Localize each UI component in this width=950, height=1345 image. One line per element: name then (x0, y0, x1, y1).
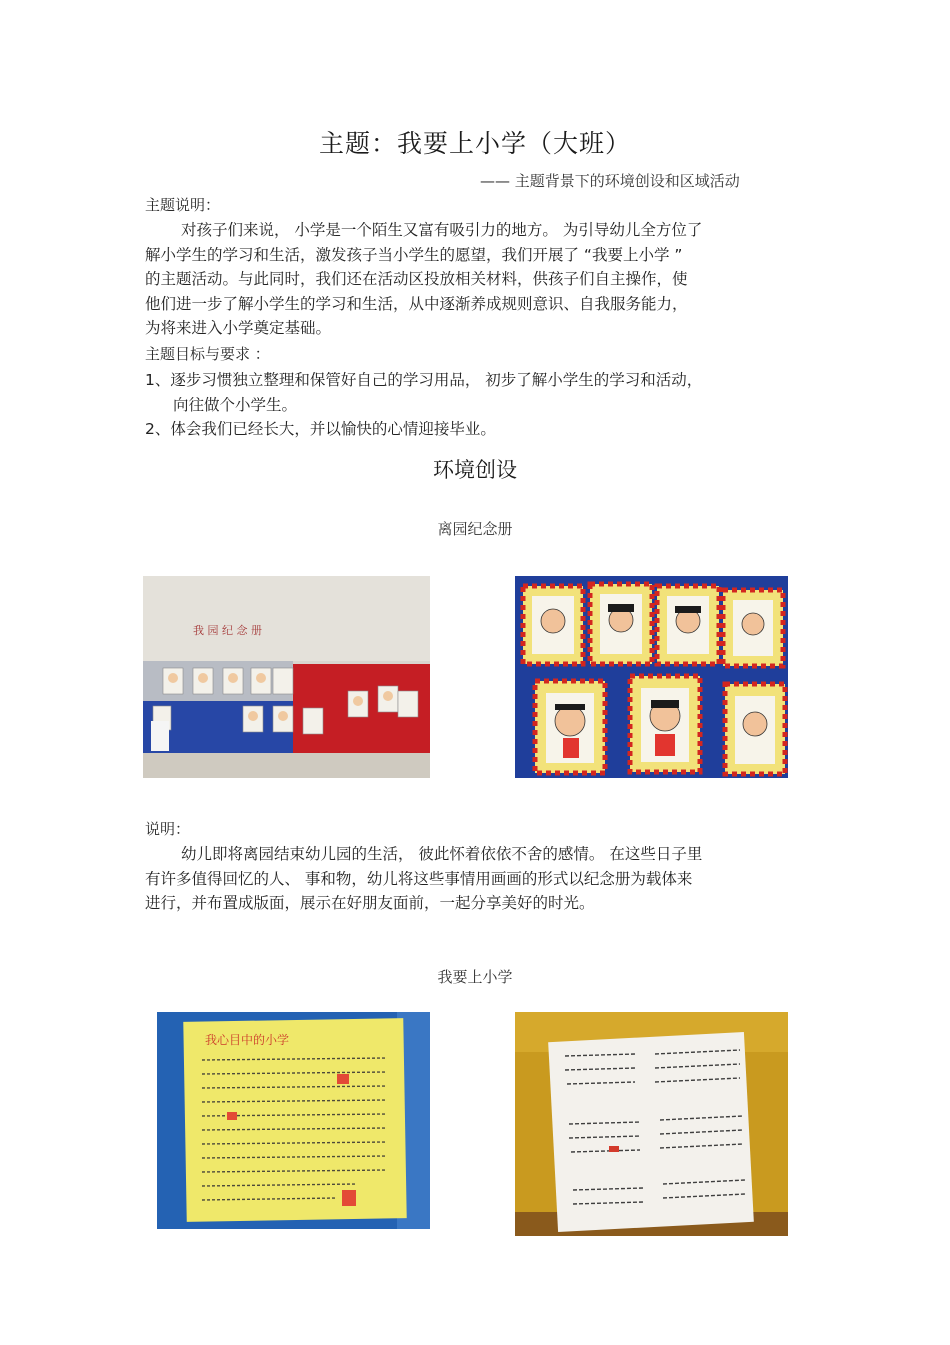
photo-school-notes (515, 1012, 788, 1236)
intro-line: 他们进一步了解小学生的学习和生活，从中逐渐养成规则意识、自我服务能力， (145, 294, 688, 313)
explain-line: 有许多值得回忆的人、 事和物，幼儿将这些事情用画画的形式以纪念册为载体来 (145, 869, 693, 888)
caption-memory-book: 离园纪念册 (437, 520, 513, 538)
intro-line: 对孩子们来说， 小学是一个陌生又富有吸引力的地方。 为引导幼儿全方位了 (181, 221, 703, 239)
intro-line: 的主题活动。与此同时，我们还在活动区投放相关材料，供孩子们自主操作，使 (145, 270, 688, 288)
explain-label: 说明： (145, 820, 191, 838)
intro-line: 解小学生的学习和生活，激发孩子当小学生的愿望，我们开展了 “我要上小学 ” (145, 245, 683, 264)
section-title-environment: 环境创设 (433, 458, 517, 482)
intro-line: 为将来进入小学奠定基础。 (145, 319, 332, 337)
page-title: 主题：我要上小学（大班） (318, 129, 631, 158)
photo-portrait-frames (515, 576, 788, 778)
goal-line: 向往做个小学生。 (173, 395, 298, 414)
photo-school-poster (157, 1012, 430, 1229)
explain-line: 幼儿即将离园结束幼儿园的生活， 彼此怀着依依不舍的感情。 在这些日子里 (181, 845, 703, 863)
goal-line: 1、逐步习惯独立整理和保管好自己的学习用品， 初步了解小学生的学习和活动， (145, 371, 703, 389)
explain-line: 进行，并布置成版面，展示在好朋友面前，一起分享美好的时光。 (145, 894, 595, 912)
page-subtitle: —— 主题背景下的环境创设和区域活动 (480, 172, 740, 190)
caption-going-to-school: 我要上小学 (437, 968, 513, 986)
goal-line: 2、体会我们已经长大，并以愉快的心情迎接毕业。 (145, 420, 496, 438)
goals-label: 主题目标与要求 ： (145, 345, 270, 363)
board-heading-text: 我 园 纪 念 册 (193, 624, 262, 637)
photo-memory-board (143, 576, 430, 778)
intro-paragraph (145, 218, 702, 341)
poster-heading-text: 我心目中的小学 (205, 1033, 290, 1047)
intro-label: 主题说明： (145, 196, 221, 214)
goal-item (145, 368, 702, 442)
explain-paragraph (145, 842, 702, 916)
